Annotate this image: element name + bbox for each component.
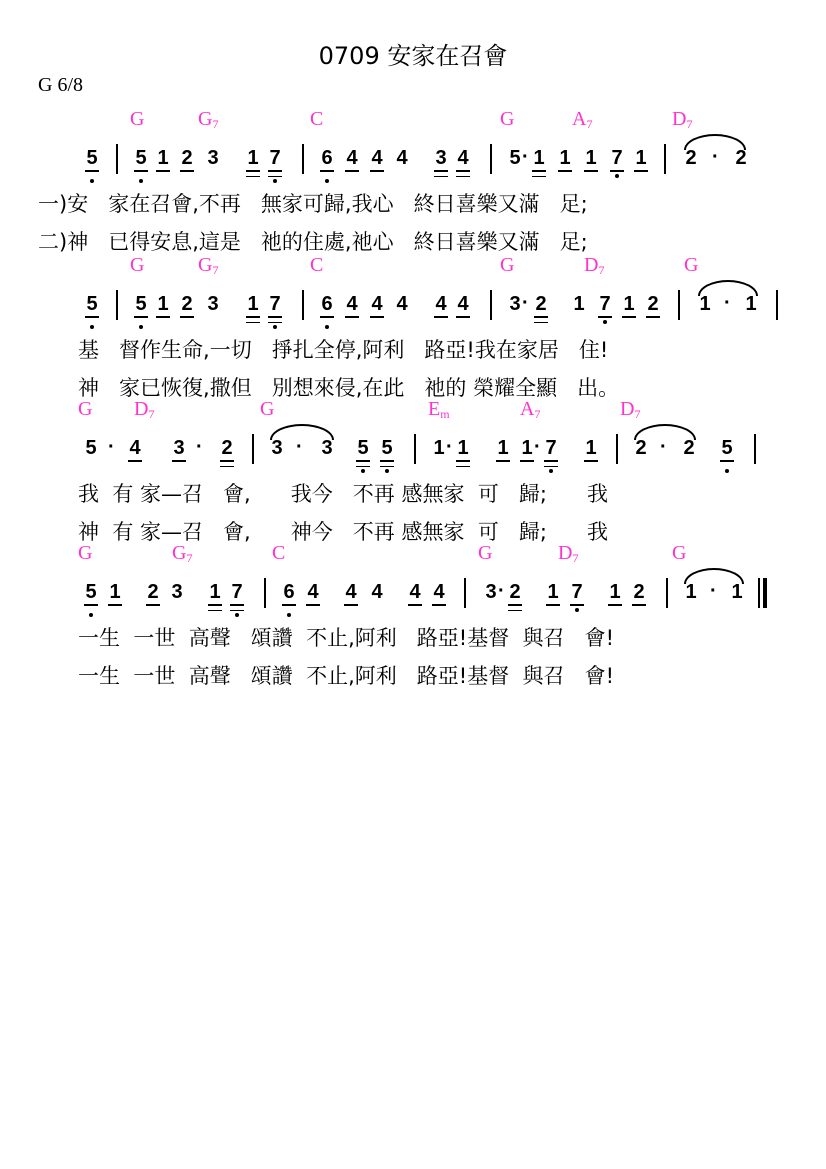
note: 4 bbox=[345, 146, 359, 172]
note: 4 bbox=[456, 146, 470, 172]
barline bbox=[490, 290, 492, 320]
note: 1 bbox=[573, 293, 585, 315]
note: 5 bbox=[134, 146, 148, 172]
note: 5 bbox=[85, 437, 97, 459]
lyric-line: 基 督作生命,一切 掙扎全停,阿利 路亞!我在家居 住! bbox=[78, 338, 609, 362]
note: 5 bbox=[85, 292, 99, 318]
note: 1 bbox=[520, 436, 534, 462]
note: 2 bbox=[180, 146, 194, 172]
note: 4 bbox=[306, 580, 320, 606]
note: 1 bbox=[246, 292, 260, 318]
dot: · bbox=[522, 292, 529, 314]
octave-dot bbox=[90, 179, 94, 183]
note: 2 bbox=[220, 436, 234, 462]
note: 3 bbox=[434, 146, 448, 172]
note: 1 bbox=[456, 436, 470, 462]
barline bbox=[302, 144, 304, 174]
note: 4 bbox=[344, 580, 358, 606]
final-barline-thick bbox=[763, 578, 767, 608]
note: 1 bbox=[699, 293, 711, 315]
lyric-line: 一)安 家在召會,不再 無家可歸,我心 終日喜樂又滿 足; bbox=[38, 192, 588, 216]
note: 4 bbox=[396, 147, 408, 169]
note: 7 bbox=[570, 580, 584, 606]
barline bbox=[414, 434, 416, 464]
dot: · bbox=[498, 580, 505, 602]
octave-dot bbox=[287, 613, 291, 617]
note: 4 bbox=[370, 146, 384, 172]
note: 3 bbox=[207, 293, 219, 315]
barline bbox=[616, 434, 618, 464]
dot: · bbox=[660, 436, 667, 458]
lyric-line: 一生 一世 高聲 頌讚 不止,阿利 路亞!基督 與召 會! bbox=[78, 626, 614, 650]
note: 1 bbox=[634, 146, 648, 172]
octave-dot bbox=[385, 469, 389, 473]
note: 5 bbox=[134, 292, 148, 318]
chord: $E_m$ bbox=[428, 398, 450, 421]
note: 3 bbox=[321, 437, 333, 459]
note: 7 bbox=[610, 146, 624, 172]
note: 3 bbox=[485, 581, 497, 603]
note: 7 bbox=[544, 436, 558, 462]
note: 4 bbox=[434, 292, 448, 318]
note: 2 bbox=[508, 580, 522, 606]
barline bbox=[464, 578, 466, 608]
note: 5 bbox=[84, 580, 98, 606]
dot: · bbox=[712, 146, 719, 168]
note: 2 bbox=[632, 580, 646, 606]
notation-row bbox=[0, 146, 826, 182]
note: 5 bbox=[85, 146, 99, 172]
chord: $G_7$ bbox=[198, 254, 219, 277]
dot: · bbox=[196, 436, 203, 458]
octave-dot bbox=[273, 179, 277, 183]
dot: · bbox=[710, 580, 717, 602]
chord: $D_7$ bbox=[558, 542, 579, 565]
dot: · bbox=[296, 436, 303, 458]
dot: · bbox=[522, 146, 529, 168]
key-signature: G 6/8 bbox=[38, 74, 83, 96]
note: 1 bbox=[156, 292, 170, 318]
octave-dot bbox=[725, 469, 729, 473]
note: 3 bbox=[271, 437, 283, 459]
note: 1 bbox=[584, 436, 598, 462]
note: 1 bbox=[433, 437, 445, 459]
lyric-line: 一生 一世 高聲 頌讚 不止,阿利 路亞!基督 與召 會! bbox=[78, 664, 614, 688]
dot: · bbox=[534, 436, 541, 458]
octave-dot bbox=[89, 613, 93, 617]
chord: G bbox=[500, 108, 515, 130]
octave-dot bbox=[549, 469, 553, 473]
dot: · bbox=[108, 436, 115, 458]
chord: G bbox=[500, 254, 515, 276]
barline bbox=[666, 578, 668, 608]
note: 1 bbox=[745, 293, 757, 315]
octave-dot bbox=[235, 613, 239, 617]
note: 6 bbox=[320, 146, 334, 172]
note: 5 bbox=[509, 147, 521, 169]
note: 2 bbox=[683, 437, 695, 459]
chord: G bbox=[672, 542, 687, 564]
octave-dot bbox=[90, 325, 94, 329]
note: 3 bbox=[172, 436, 186, 462]
note: 1 bbox=[108, 580, 122, 606]
note: 1 bbox=[496, 436, 510, 462]
barline bbox=[678, 290, 680, 320]
note: 4 bbox=[432, 580, 446, 606]
octave-dot bbox=[361, 469, 365, 473]
chord: $G_7$ bbox=[172, 542, 193, 565]
lyric-line: 神 有 家—召 會, 神今 不再 感無家 可 歸; 我 bbox=[78, 520, 608, 544]
note: 2 bbox=[685, 147, 697, 169]
note: 2 bbox=[646, 292, 660, 318]
note: 1 bbox=[546, 580, 560, 606]
note: 4 bbox=[456, 292, 470, 318]
note: 4 bbox=[396, 293, 408, 315]
chord: $G_7$ bbox=[198, 108, 219, 131]
note: 1 bbox=[532, 146, 546, 172]
note: 4 bbox=[408, 580, 422, 606]
barline bbox=[776, 290, 778, 320]
note: 5 bbox=[356, 436, 370, 462]
octave-dot bbox=[575, 608, 579, 612]
note: 1 bbox=[208, 580, 222, 606]
octave-dot bbox=[139, 179, 143, 183]
barline bbox=[490, 144, 492, 174]
note: 3 bbox=[509, 293, 521, 315]
barline bbox=[116, 290, 118, 320]
notation-row bbox=[0, 292, 826, 328]
chord: $D_7$ bbox=[672, 108, 693, 131]
note: 1 bbox=[156, 146, 170, 172]
notation-row bbox=[0, 580, 826, 616]
octave-dot bbox=[615, 174, 619, 178]
octave-dot bbox=[325, 179, 329, 183]
barline bbox=[302, 290, 304, 320]
chord: C bbox=[310, 108, 324, 130]
chord: G bbox=[260, 398, 275, 420]
note: 7 bbox=[268, 292, 282, 318]
octave-dot bbox=[603, 320, 607, 324]
note: 3 bbox=[207, 147, 219, 169]
note: 5 bbox=[720, 436, 734, 462]
final-barline-thin bbox=[758, 578, 760, 608]
chord: $A_7$ bbox=[520, 398, 541, 421]
chord: G bbox=[78, 398, 93, 420]
octave-dot bbox=[139, 325, 143, 329]
note: 2 bbox=[735, 147, 747, 169]
note: 2 bbox=[534, 292, 548, 318]
barline bbox=[754, 434, 756, 464]
chord: G bbox=[684, 254, 699, 276]
chord: G bbox=[78, 542, 93, 564]
note: 4 bbox=[345, 292, 359, 318]
note: 5 bbox=[380, 436, 394, 462]
note: 1 bbox=[558, 146, 572, 172]
chord: $D_7$ bbox=[620, 398, 641, 421]
note: 2 bbox=[146, 580, 160, 606]
note: 4 bbox=[371, 581, 383, 603]
dot: · bbox=[446, 436, 453, 458]
note: 1 bbox=[246, 146, 260, 172]
note: 1 bbox=[731, 581, 743, 603]
chord: C bbox=[310, 254, 324, 276]
note: 7 bbox=[598, 292, 612, 318]
note: 7 bbox=[230, 580, 244, 606]
note: 1 bbox=[622, 292, 636, 318]
note: 6 bbox=[282, 580, 296, 606]
note: 1 bbox=[608, 580, 622, 606]
note: 4 bbox=[128, 436, 142, 462]
notation-row bbox=[0, 436, 826, 472]
note: 4 bbox=[370, 292, 384, 318]
barline bbox=[116, 144, 118, 174]
octave-dot bbox=[273, 325, 277, 329]
lyric-line: 二)神 已得安息,這是 祂的住處,祂心 終日喜樂又滿 足; bbox=[38, 230, 588, 254]
note: 1 bbox=[584, 146, 598, 172]
lyric-line: 神 家已恢復,撒但 別想來侵,在此 祂的 榮耀全顯 出。 bbox=[78, 376, 620, 400]
octave-dot bbox=[325, 325, 329, 329]
barline bbox=[664, 144, 666, 174]
dot: · bbox=[724, 292, 731, 314]
barline bbox=[252, 434, 254, 464]
chord: C bbox=[272, 542, 286, 564]
note: 7 bbox=[268, 146, 282, 172]
note: 1 bbox=[685, 581, 697, 603]
note: 2 bbox=[180, 292, 194, 318]
note: 2 bbox=[635, 437, 647, 459]
chord: $D_7$ bbox=[584, 254, 605, 277]
barline bbox=[264, 578, 266, 608]
chord: G bbox=[478, 542, 493, 564]
chord: G bbox=[130, 108, 145, 130]
note: 6 bbox=[320, 292, 334, 318]
chord: $A_7$ bbox=[572, 108, 593, 131]
page-title: 0709 安家在召會 bbox=[318, 42, 508, 70]
chord: G bbox=[130, 254, 145, 276]
note: 3 bbox=[171, 581, 183, 603]
lyric-line: 我 有 家—召 會, 我今 不再 感無家 可 歸; 我 bbox=[78, 482, 608, 506]
chord: $D_7$ bbox=[134, 398, 155, 421]
